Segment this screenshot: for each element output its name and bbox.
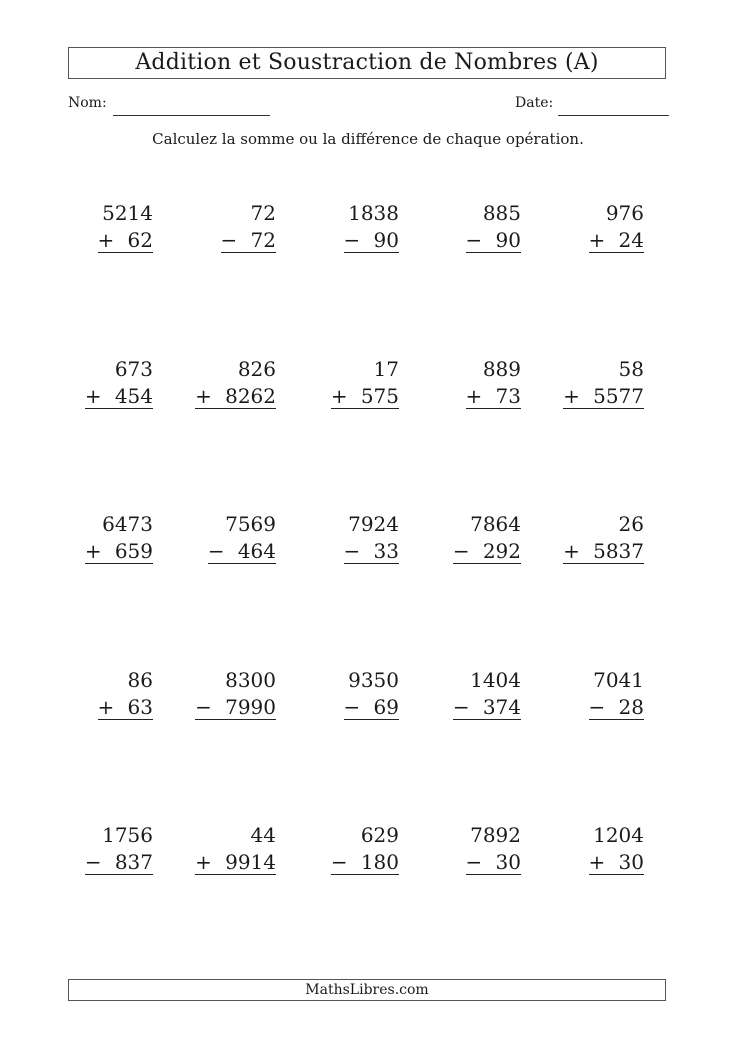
problem-top-number: 8300 xyxy=(225,668,276,692)
problem-bottom-line xyxy=(344,695,399,720)
minus-sign: − xyxy=(330,850,348,874)
name-line[interactable] xyxy=(113,115,270,116)
problem-top-number: 26 xyxy=(618,512,644,536)
problem-top-number: 7924 xyxy=(348,512,399,536)
problem-top-number: 976 xyxy=(605,201,644,225)
minus-sign: − xyxy=(207,539,225,563)
problem-bottom-line xyxy=(195,695,276,720)
plus-sign: + xyxy=(330,384,348,408)
problem-bottom-number: 5837 xyxy=(593,539,644,563)
problem-bottom-number: 374 xyxy=(482,695,521,719)
minus-sign: − xyxy=(220,228,238,252)
problem-bottom-line xyxy=(589,228,644,253)
problem-bottom-line xyxy=(195,384,276,409)
minus-sign: − xyxy=(343,695,361,719)
plus-sign: + xyxy=(97,228,115,252)
problem-bottom-number: 28 xyxy=(618,695,644,719)
problem-top-number: 7864 xyxy=(470,512,521,536)
plus-sign: + xyxy=(195,384,212,408)
problem-bottom-number: 575 xyxy=(360,384,399,408)
problem-bottom-number: 292 xyxy=(482,539,521,563)
footer: MathsLibres.com xyxy=(68,979,666,1001)
plus-sign: + xyxy=(563,539,580,563)
problem-bottom-number: 659 xyxy=(114,539,153,563)
date-label: Date: xyxy=(515,95,554,111)
problem-bottom-number: 24 xyxy=(618,228,644,252)
problem-bottom-line xyxy=(344,228,399,253)
minus-sign: − xyxy=(588,695,606,719)
problem-bottom-line xyxy=(453,695,521,720)
problem-bottom-line xyxy=(453,539,521,564)
problem-bottom-number: 90 xyxy=(495,228,521,252)
problem-bottom-line xyxy=(195,850,276,875)
minus-sign: − xyxy=(195,695,212,719)
plus-sign: + xyxy=(563,384,580,408)
minus-sign: − xyxy=(343,539,361,563)
plus-sign: + xyxy=(84,384,102,408)
problem-bottom-line xyxy=(208,539,276,564)
problem-bottom-line xyxy=(589,850,644,875)
problem-bottom-number: 454 xyxy=(114,384,153,408)
minus-sign: − xyxy=(452,539,470,563)
problem-top-number: 72 xyxy=(250,201,276,225)
problem-bottom-line xyxy=(563,384,644,409)
problem-top-number: 885 xyxy=(482,201,521,225)
problem-top-number: 7569 xyxy=(225,512,276,536)
date-field xyxy=(515,94,553,112)
problem-top-number: 7041 xyxy=(593,668,644,692)
problem-bottom-line xyxy=(466,850,521,875)
minus-sign: − xyxy=(465,228,483,252)
problem-top-number: 58 xyxy=(618,357,644,381)
problem-bottom-number: 62 xyxy=(127,228,153,252)
problem-bottom-line xyxy=(331,384,399,409)
problem-bottom-number: 63 xyxy=(127,695,153,719)
problem-top-number: 1838 xyxy=(348,201,399,225)
problem-top-number: 9350 xyxy=(348,668,399,692)
plus-sign: + xyxy=(97,695,115,719)
problem-top-number: 6473 xyxy=(102,512,153,536)
problem-bottom-number: 7990 xyxy=(225,695,276,719)
problem-bottom-line xyxy=(589,695,644,720)
minus-sign: − xyxy=(452,695,470,719)
problem-bottom-number: 33 xyxy=(373,539,399,563)
problem-bottom-line xyxy=(85,850,153,875)
problem-bottom-number: 9914 xyxy=(225,850,276,874)
problem-top-number: 86 xyxy=(127,668,153,692)
problem-bottom-number: 464 xyxy=(237,539,276,563)
problem-top-number: 673 xyxy=(114,357,153,381)
instructions: Calculez la somme ou la différence de chaque opération. xyxy=(152,130,584,148)
problem-bottom-line xyxy=(85,539,153,564)
problem-bottom-number: 69 xyxy=(373,695,399,719)
problem-top-number: 1204 xyxy=(593,823,644,847)
problem-bottom-number: 5577 xyxy=(593,384,644,408)
problem-bottom-number: 73 xyxy=(495,384,521,408)
problem-top-number: 44 xyxy=(250,823,276,847)
plus-sign: + xyxy=(588,850,606,874)
problem-bottom-line xyxy=(466,228,521,253)
problem-top-number: 5214 xyxy=(102,201,153,225)
problem-bottom-number: 180 xyxy=(360,850,399,874)
minus-sign: − xyxy=(465,850,483,874)
problem-bottom-line xyxy=(563,539,644,564)
problem-bottom-number: 30 xyxy=(618,850,644,874)
plus-sign: + xyxy=(588,228,606,252)
name-field xyxy=(68,94,107,112)
plus-sign: + xyxy=(84,539,102,563)
problem-top-number: 826 xyxy=(237,357,276,381)
problem-bottom-line xyxy=(221,228,276,253)
problem-bottom-number: 90 xyxy=(373,228,399,252)
page-title: Addition et Soustraction de Nombres (A) xyxy=(68,47,666,79)
problem-top-number: 889 xyxy=(482,357,521,381)
problem-bottom-line xyxy=(85,384,153,409)
problem-bottom-number: 30 xyxy=(495,850,521,874)
problem-bottom-number: 72 xyxy=(250,228,276,252)
problem-bottom-line xyxy=(98,228,153,253)
name-label: Nom: xyxy=(68,95,107,111)
problem-top-number: 1756 xyxy=(102,823,153,847)
plus-sign: + xyxy=(465,384,483,408)
problem-bottom-line xyxy=(98,695,153,720)
problem-top-number: 17 xyxy=(373,357,399,381)
problem-bottom-line xyxy=(466,384,521,409)
problem-top-number: 1404 xyxy=(470,668,521,692)
problem-bottom-number: 837 xyxy=(114,850,153,874)
problem-top-number: 629 xyxy=(360,823,399,847)
minus-sign: − xyxy=(343,228,361,252)
problem-bottom-line xyxy=(344,539,399,564)
plus-sign: + xyxy=(195,850,212,874)
problem-bottom-number: 8262 xyxy=(225,384,276,408)
problem-top-number: 7892 xyxy=(470,823,521,847)
date-line[interactable] xyxy=(558,115,669,116)
minus-sign: − xyxy=(84,850,102,874)
problem-bottom-line xyxy=(331,850,399,875)
